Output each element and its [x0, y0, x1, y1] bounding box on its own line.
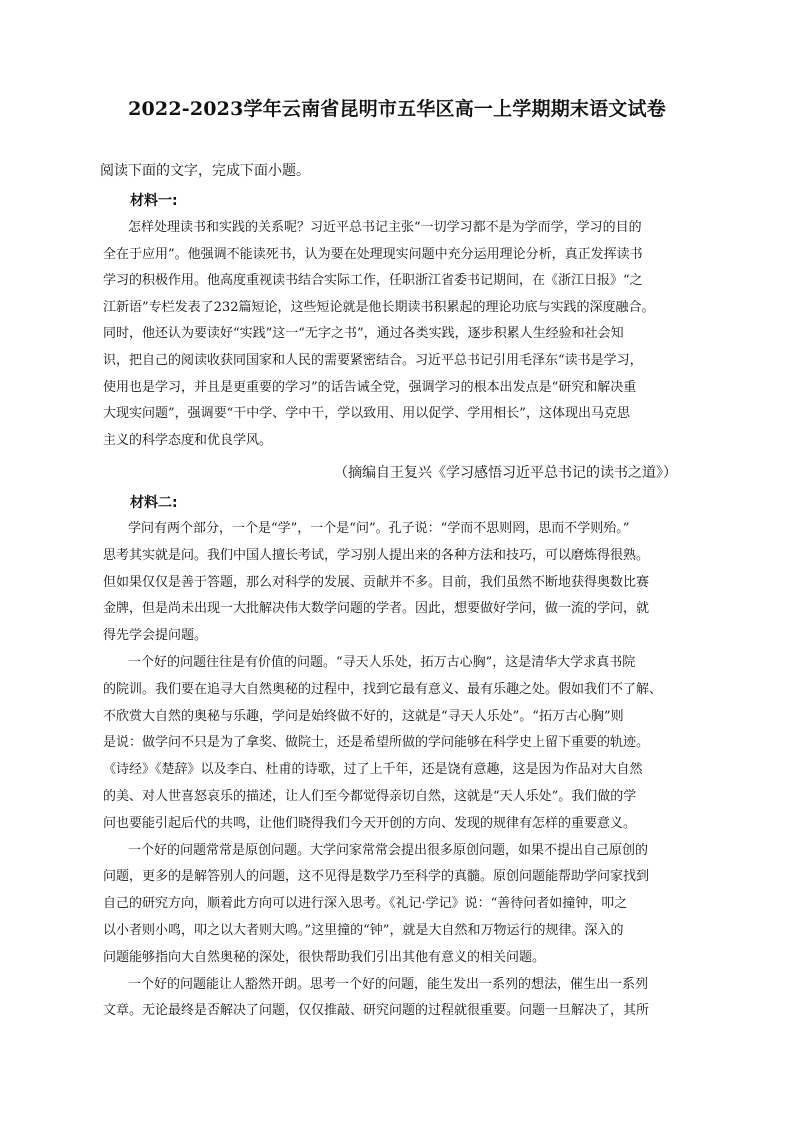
text-line: 金牌，但是尚未出现一大批解决伟大数学问题的学者。因此，想要做好学问，做一流的学问，就	[103, 601, 650, 617]
text-line: 学习的积极作用。他高度重视读书结合实际工作，任职浙江省委书记期间，在《浙江日报》“之	[103, 273, 643, 289]
text-line: 一个好的问题常常是原创问题。大学问家常常会提出很多原创问题，如果不提出自己原创的	[128, 842, 649, 858]
text-line: 主义的科学态度和优良学风。	[103, 432, 273, 448]
text-line: 以小者则小鸣，叩之以大者则大鸣。”这里撞的“钟”，就是大自然和万物运行的规律。深入的	[103, 923, 624, 938]
text-line: 全在于应用”。他强调不能读死书，认为要在处理现实问题中充分运用理论分析，真正发挥读书	[103, 246, 643, 262]
text-line: 一个好的问题能让人豁然开朗。思考一个好的问题，能生发出一系列的想法，催生出一系列	[128, 976, 649, 992]
text-line: 不欣赏大自然的奥秘与乐趣，学问是始终做不好的，这就是“寻天人乐处”。“拓万古心胸”则	[103, 708, 624, 724]
text-line: 文章。无论最终是否解决了问题，仅仅推敲、研究问题的过程就很重要。问题一旦解决了，其所	[103, 1003, 650, 1019]
text-line: 怎样处理读书和实践的关系呢？习近平总书记主张“一切学习都不是为学而学，学习的目的	[128, 220, 642, 235]
text-line: 的院训。我们要在追寻大自然奥秘的过程中，找到它最有意义、最有乐趣之处。假如我们不了解、	[103, 681, 663, 697]
text-line: 同时，他还认为要读好“实践”这一“无字之书”，通过各类实践，逐步积累人生经验和社会知	[103, 326, 624, 342]
text-line: 得先学会提问题。	[103, 628, 208, 644]
text-line: 但如果仅仅是善于答题，那么对科学的发展、贡献并不多。目前，我们虽然不断地获得奥数比赛	[103, 574, 650, 590]
material-two-label: 材料二:	[130, 495, 178, 511]
text-line: 识，把自己的阅读收获同国家和人民的需要紧密结合。习近平总书记引用毛泽东“读书是学习，	[103, 353, 643, 368]
reading-instruction: 阅读下面的文字，完成下面小题。	[100, 163, 310, 179]
text-line: 是说：做学问不只是为了拿奖、做院士，还是希望所做的学问能够在科学史上留下重要的轨迹。	[103, 735, 650, 751]
text-line: 问题能够指向大自然奥秘的深处，很快帮助我们引出其他有意义的相关问题。	[103, 949, 546, 965]
text-line: 一个好的问题往往是有价值的问题。“寻天人乐处，拓万古心胸”，这是清华大学求真书院	[128, 655, 636, 670]
text-line: 问题，更多的是解答别人的问题，这不见得是数学乃至科学的真髓。原创问题能帮助学问家找到	[103, 869, 650, 885]
text-line: 大现实问题”，强调要“干中学、学中干，学以致用、用以促学、学用相长”，这体现出马克思	[103, 406, 630, 422]
text-line: 思考其实就是问。我们中国人擅长考试，学习别人提出来的各种方法和技巧，可以磨炼得很熟。	[103, 547, 650, 563]
text-line: 自己的研究方向，顺着此方向可以进行深入思考。《礼记·学记》说：“善待问者如撞钟，叩之	[103, 896, 628, 912]
material-one-source: （摘编自王复兴《学习感悟习近平总书记的读书之道》）	[334, 465, 677, 481]
page-title: 2022-2023学年云南省昆明市五华区高一上学期期末语文试卷	[128, 98, 666, 120]
text-line: 《诗经》《楚辞》以及李白、杜甫的诗歌，过了上千年，还是饶有意趣，这是因为作品对大自然	[103, 762, 643, 778]
material-one-label: 材料一:	[130, 193, 178, 209]
text-line: 江新语”专栏发表了232篇短论，这些短论就是他长期读书积累起的理论功底与实践的深度融合。	[103, 299, 655, 315]
text-line: 使用也是学习，并且是更重要的学习”的话告诫全党，强调学习的根本出发点是“研究和解决重	[103, 379, 637, 395]
text-line: 的美、对人世喜怒哀乐的描述，让人们至今都觉得亲切自然，这就是“天人乐处”。我们做的学	[103, 789, 637, 804]
text-line: 问也要能引起后代的共鸣，让他们晓得我们今天开创的方向、发现的规律有怎样的重要意义。	[103, 815, 637, 831]
text-line: 学问有两个部分，一个是“学”，一个是“问”。孔子说：“学而不思则罔，思而不学则殆。”	[128, 521, 630, 536]
